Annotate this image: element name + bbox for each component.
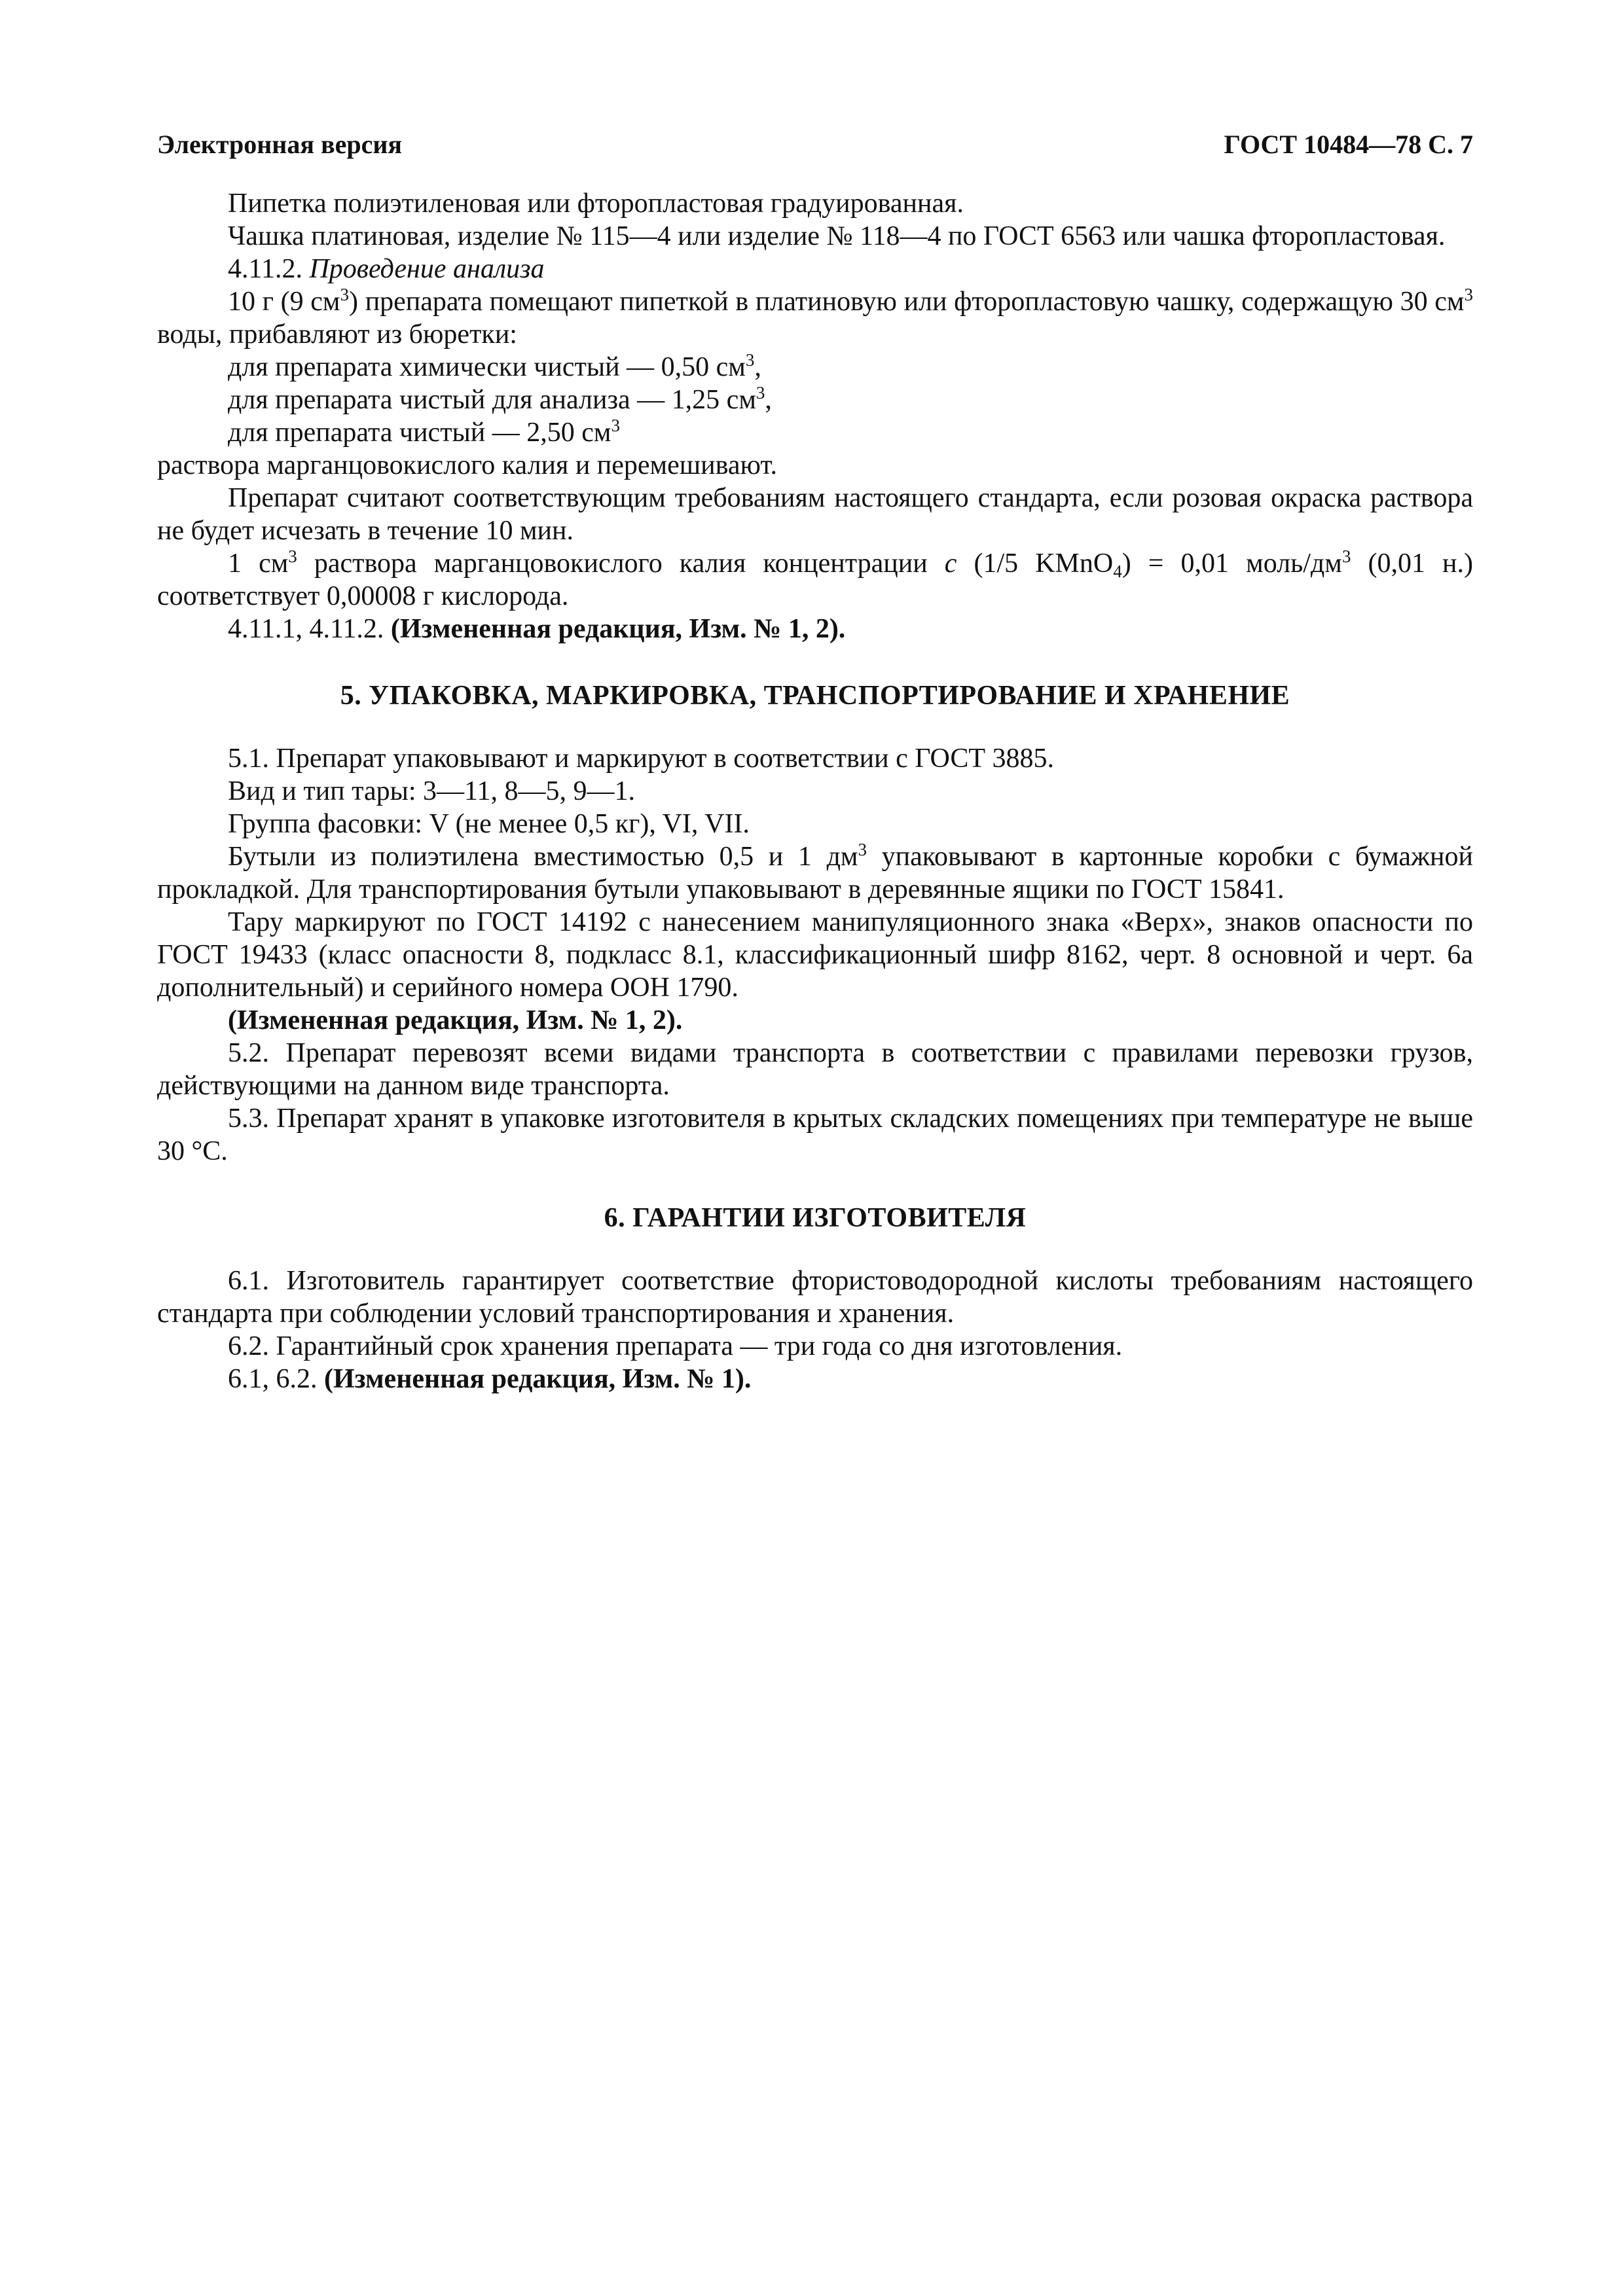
clause-6-2: 6.2. Гарантийный срок хранения препарата — три года со дня изготовления.	[228, 1331, 1123, 1361]
container-type: Вид и тип тары: 3—11, 8—5, 9—1.	[228, 776, 635, 806]
dish-line: Чашка платиновая, изделие № 115—4 или изделие № 118—4 по ГОСТ 6563 или чашка фторопластовая.	[228, 221, 1446, 251]
pipette-line: Пипетка полиэтиленовая или фторопластовая градуированная.	[228, 188, 964, 219]
superscript-3: 3	[288, 547, 297, 566]
superscript-3: 3	[1464, 285, 1474, 304]
solution-line: раствора марганцовокислого калия и перемешивают.	[157, 450, 778, 480]
revision-note-5: (Измененная редакция, Изм. № 1, 2).	[228, 1005, 683, 1035]
revision-note-6	[157, 1363, 1473, 1395]
superscript-3: 3	[745, 350, 755, 370]
superscript-3: 3	[756, 383, 765, 403]
superscript-3: 3	[611, 416, 620, 435]
packing-group: Группа фасовки: V (не менее 0,5 кг), VI, VII.	[228, 809, 750, 839]
page-header	[157, 128, 1473, 161]
subscript-4: 4	[1113, 562, 1122, 581]
list-item-chem-pure: для препарата химически чистый — 0,50 $см^3$,	[228, 350, 761, 382]
list-item-pure: для препарата чистый — 2,50 $см^3$	[228, 416, 620, 448]
list-item-analysis-pure: для препарата чистый для анализа — 1,25 $см^3$,	[228, 383, 772, 415]
superscript-3: 3	[340, 285, 350, 304]
header-edition: Электронная версия	[157, 130, 403, 159]
equivalence-paragraph: 1 $см^3$ раствора марганцовокислого калия концентрации c (1/5 KMnO$_4$) = 0,01 моль/$дм^3$ (0,01 н.) соответствует 0,00008 г кислорода.	[157, 547, 1473, 611]
section-5-title: 5. УПАКОВКА, МАРКИРОВКА, ТРАНСПОРТИРОВАНИЕ И ХРАНЕНИЕ	[340, 681, 1290, 711]
revision-text: (Измененная редакция, Изм. № 1, 2).	[390, 614, 846, 644]
superscript-3: 3	[858, 840, 867, 859]
concentration-symbol: c	[944, 548, 957, 579]
superscript-3: 3	[1341, 547, 1351, 566]
revision-note-4	[157, 613, 1473, 645]
procedure-part-a: 10 г (9 см	[228, 287, 340, 317]
document-page	[157, 128, 1473, 1395]
revision-ref: 4.11.1, 4.11.2.	[228, 614, 384, 644]
clause-5-1: 5.1. Препарат упаковывают и маркируют в соответствии с ГОСТ 3885.	[228, 744, 1054, 774]
analysis-heading	[157, 253, 1473, 285]
clause-5-3: 5.3. Препарат хранят в упаковке изготовителя в крытых складских помещениях при температуре не выше 30 °С.	[157, 1103, 1473, 1166]
header-standard-page: ГОСТ 10484—78 С. 7	[1224, 130, 1473, 159]
section-6-title: 6. ГАРАНТИИ ИЗГОТОВИТЕЛЯ	[604, 1203, 1027, 1233]
bottles-paragraph: Бутыли из полиэтилена вместимостью 0,5 и 1 $дм^3$ упаковывают в картонные коробки с бумажной прокладкой. Для транспортирования бутыли упаковывают в деревянные ящики по ГОСТ 15841.	[157, 840, 1473, 905]
analysis-number: 4.11.2.	[228, 254, 302, 284]
procedure-part-c: воды, прибавляют из бюретки:	[157, 319, 517, 350]
clause-6-1: 6.1. Изготовитель гарантирует соответствие фтористоводородной кислоты требованиям настоящего стандарта при соблюдении условий транспортирования и хранения.	[157, 1266, 1473, 1329]
clause-5-2: 5.2. Препарат перевозят всеми видами транспорта в соответствии с правилами перевозки грузов, действующими на данном виде транспорта.	[157, 1038, 1473, 1101]
revision-text: (Измененная редакция, Изм. № 1).	[324, 1364, 752, 1394]
criterion-paragraph: Препарат считают соответствующим требованиям настоящего стандарта, если розовая окраска раствора не будет исчезать в течение 10 мин.	[157, 483, 1473, 546]
analysis-title: Проведение анализа	[309, 254, 545, 284]
marking-paragraph: Тару маркируют по ГОСТ 14192 с нанесением манипуляционного знака «Верх», знаков опасности по ГОСТ 19433 (класс опасности 8, подкласс 8.1, классификационный шифр 8162, черт. 8 основной и черт. 6а дополнительный) и серийного номера ООН 1790.	[157, 907, 1473, 1003]
revision-ref: 6.1, 6.2.	[228, 1364, 318, 1394]
procedure-part-b: ) препарата помещают пипеткой в платиновую или фторопластовую чашку, содержащую 30 см	[349, 287, 1465, 317]
procedure-paragraph	[157, 285, 1473, 351]
